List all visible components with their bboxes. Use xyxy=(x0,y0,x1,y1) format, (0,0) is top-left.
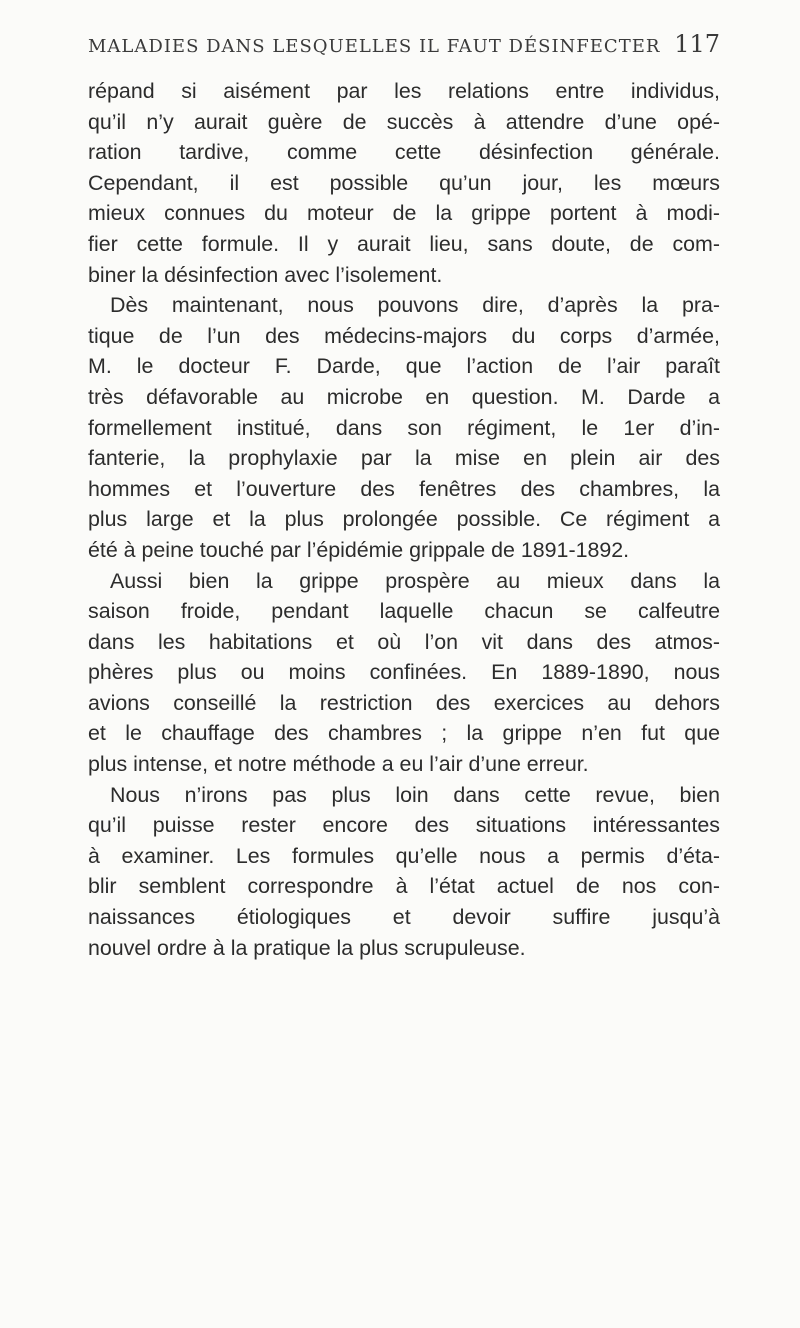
text-line: mieux connues du moteur de la grippe portent à modi- xyxy=(88,201,720,226)
text-line: avions conseillé la restriction des exercices au dehors xyxy=(88,690,720,715)
text-line: qu’il puisse rester encore des situations intéressantes xyxy=(88,813,720,838)
text-line: formellement institué, dans son régiment, le 1er d’in- xyxy=(88,415,720,440)
text-line: plus large et la plus prolongée possible. Ce régiment a xyxy=(88,507,720,532)
running-title: MALADIES DANS LESQUELLES IL FAUT DÉSINFECTER xyxy=(88,36,661,57)
text-line: été à peine touché par l’épidémie grippale de 1891-1892. xyxy=(88,537,630,562)
text-line: plus intense, et notre méthode a eu l’air d’une erreur. xyxy=(88,752,589,777)
text-line: qu’il n’y aurait guère de succès à attendre d’une opé- xyxy=(88,109,720,134)
text-line: à examiner. Les formules qu’elle nous a permis d’éta- xyxy=(88,843,720,868)
text-line: Aussi bien la grippe prospère au mieux dans la xyxy=(110,568,720,593)
running-head xyxy=(88,30,720,64)
text-line: répand si aisément par les relations entre individus, xyxy=(88,79,720,103)
text-line: phères plus ou moins confinées. En 1889-1890, nous xyxy=(88,660,720,685)
text-line: Dès maintenant, nous pouvons dire, d’après la pra- xyxy=(110,293,720,318)
text-line: tique de l’un des médecins-majors du corps d’armée, xyxy=(88,323,720,348)
text-line: M. le docteur F. Darde, que l’action de l’air paraît xyxy=(88,354,720,379)
text-line: fanterie, la prophylaxie par la mise en plein air des xyxy=(88,446,720,471)
text-line: fier cette formule. Il y aurait lieu, sans doute, de com- xyxy=(88,231,720,256)
page-number: 117 xyxy=(674,30,720,58)
body-text xyxy=(88,76,720,963)
text-line: dans les habitations et où l’on vit dans des atmos- xyxy=(88,629,720,654)
text-line: Cependant, il est possible qu’un jour, les mœurs xyxy=(88,170,720,195)
text-line: saison froide, pendant laquelle chacun se calfeutre xyxy=(88,599,720,624)
text-line: hommes et l’ouverture des fenêtres des chambres, la xyxy=(88,476,720,501)
text-line: et le chauffage des chambres ; la grippe n’en fut que xyxy=(88,721,720,746)
text-line: biner la désinfection avec l’isolement. xyxy=(88,262,443,287)
text-line: naissances étiologiques et devoir suffire jusqu’à xyxy=(88,905,720,930)
text-line: très défavorable au microbe en question. M. Darde a xyxy=(88,384,720,409)
text-line: Nous n’irons pas plus loin dans cette revue, bien xyxy=(110,782,720,807)
text-line: ration tardive, comme cette désinfection générale. xyxy=(88,140,720,165)
text-line: blir semblent correspondre à l’état actuel de nos con- xyxy=(88,874,720,899)
text-line: nouvel ordre à la pratique la plus scrupuleuse. xyxy=(88,935,526,960)
